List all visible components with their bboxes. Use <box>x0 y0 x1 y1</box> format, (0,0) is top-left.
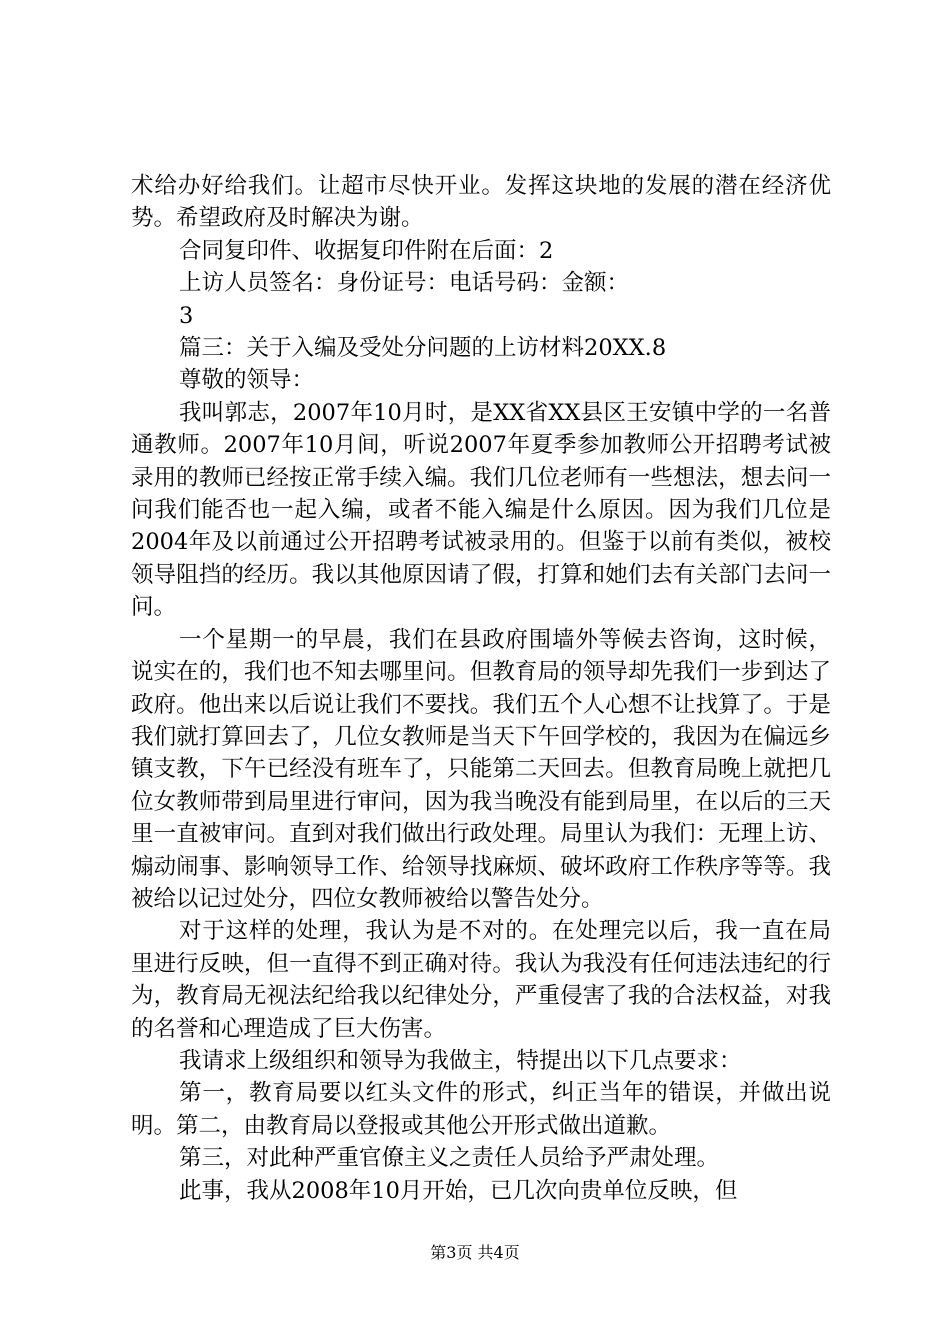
paragraph-4: 3 <box>179 302 194 329</box>
paragraph-7: 我叫郭志，2007年10月时，是XX省XX县区王安镇中学的一名普通教师。2007年10月间，听说2007年夏季参加教师公开招聘考试被录用的教师已经按正常手续入编。我们几位老师有一些想法，想去问一问我们能否也一起入编，或者不能入编是什么原因。因为我们几位是2004年及以前通过公开招聘考试被录用的。但鉴于以前有类似，被校领导阻挡的经历。我以其他原因请了假，打算和她们去有关部门去问一问。 <box>131 399 831 621</box>
paragraph-10: 我请求上级组织和领导为我做主，特提出以下几点要求： <box>179 1047 742 1074</box>
paragraph-3: 上访人员签名：身份证号：电话号码：金额： <box>179 270 630 297</box>
paragraph-12: 第三，对此种严重官僚主义之责任人员给予严肃处理。 <box>179 1145 720 1172</box>
paragraph-9: 对于这样的处理，我认为是不对的。在处理完以后，我一直在局里进行反映，但一直得不到正确对待。我认为我没有任何违法违纪的行为，教育局无视法纪给我以纪律处分，严重侵害了我的合法权益，对我的名誉和心理造成了巨大伤害。 <box>131 918 831 1042</box>
paragraph-2: 合同复印件、收据复印件附在后面：2 <box>179 237 554 264</box>
paragraph-section-title: 篇三：关于入编及受处分问题的上访材料20XX.8 <box>179 335 667 362</box>
paragraph-13: 此事，我从2008年10月开始，已几次向贵单位反映，但 <box>179 1177 738 1204</box>
page-footer <box>0 1243 950 1263</box>
paragraph-salutation: 尊敬的领导： <box>179 367 315 394</box>
paragraph-8: 一个星期一的早晨，我们在县政府围墙外等候去咨询，这时候，说实在的，我们也不知去哪里问。但教育局的领导却先我们一步到达了政府。他出来以后说让我们不要找。我们五个人心想不让找算了。于是我们就打算回去了，几位女教师是当天下午回学校的，我因为在偏远乡镇支教，下午已经没有班车了，只能第二天回去。但教育局晚上就把几位女教师带到局里进行审问，因为我当晚没有能到局里，在以后的三天里一直被审问。直到对我们做出行政处理。局里认为我们：无理上访、煽动闹事、影响领导工作、给领导找麻烦、破坏政府工作秩序等等。我被给以记过处分，四位女教师被给以警告处分。 <box>131 626 831 912</box>
paragraph-11: 第一，教育局要以红头文件的形式，纠正当年的错误，并做出说明。第二，由教育局以登报或其他公开形式做出道歉。 <box>131 1080 831 1139</box>
page-number-label: 第3页 共4页 <box>430 1243 520 1262</box>
document-body <box>131 170 831 1207</box>
paragraph-1: 术给办好给我们。让超市尽快开业。发挥这块地的发展的潜在经济优势。希望政府及时解决为谢。 <box>131 173 831 232</box>
